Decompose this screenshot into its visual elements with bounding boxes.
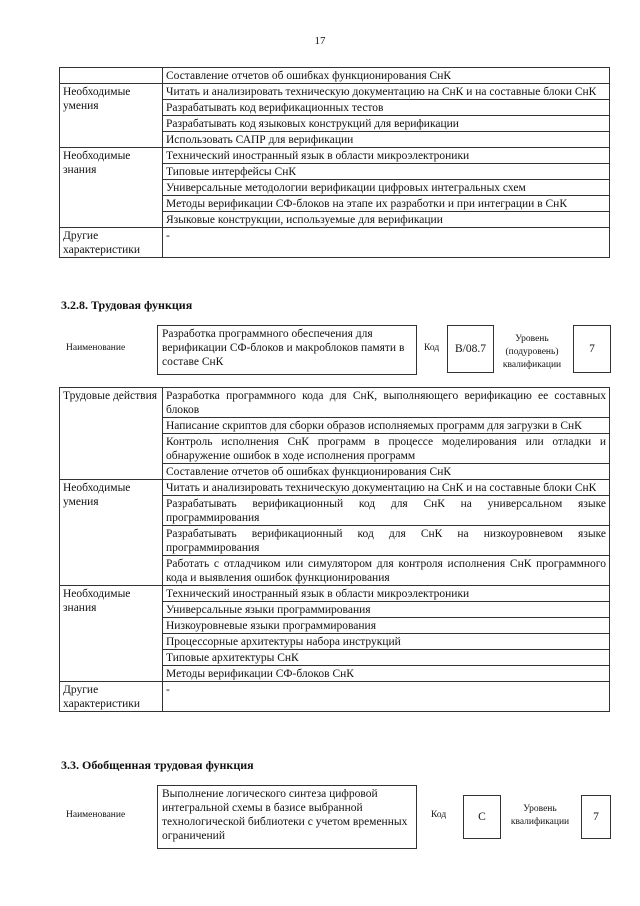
category-cell: Необходимые знания	[60, 586, 163, 682]
table-row	[60, 480, 610, 496]
item-cell: Работать с отладчиком или симулятором для контроля исполнения СнК программного кода и выявления ошибок функционирования	[163, 556, 610, 586]
level-box: 7	[581, 795, 611, 839]
item-cell: Разрабатывать код языковых конструкций для верификации	[163, 116, 610, 132]
competency-table-1	[59, 67, 610, 258]
table-row	[60, 682, 610, 712]
table-row	[60, 148, 610, 164]
function-name-box: Разработка программного обеспечения для верификации СФ-блоков и макроблоков памяти в составе СнК	[157, 325, 417, 375]
table-row	[60, 388, 610, 418]
level-box: 7	[573, 325, 611, 373]
competency-table-2	[59, 387, 610, 712]
category-cell: Другие характеристики	[60, 682, 163, 712]
category-cell: Необходимые умения	[60, 480, 163, 586]
item-cell: -	[163, 228, 610, 258]
code-box: C	[463, 795, 501, 839]
item-cell: Использовать САПР для верификации	[163, 132, 610, 148]
category-cell: Трудовые действия	[60, 388, 163, 480]
category-cell: Другие характеристики	[60, 228, 163, 258]
name-label: Наименование	[66, 810, 126, 820]
section-heading-3-3: 3.3. Обобщенная трудовая функция	[61, 758, 254, 772]
function-name-box: Выполнение логического синтеза цифровой интегральной схемы в базисе выбранной технологической библиотеки с учетом временных ограничений	[157, 785, 417, 849]
item-cell: Разработка программного кода для СнК, выполняющего верификацию ее составных блоков	[163, 388, 610, 418]
level-label: Уровень квалификации	[510, 804, 570, 827]
category-cell: Необходимые знания	[60, 148, 163, 228]
category-cell: Необходимые умения	[60, 84, 163, 148]
item-cell: Разрабатывать верификационный код для СнК на универсальном языке программирования	[163, 496, 610, 526]
code-label: Код	[424, 343, 440, 353]
item-cell: Типовые архитектуры СнК	[163, 650, 610, 666]
table-row	[60, 228, 610, 258]
item-cell: Читать и анализировать техническую документацию на СнК и на составные блоки СнК	[163, 84, 610, 100]
table-row	[60, 68, 610, 84]
item-cell: Методы верификации СФ-блоков на этапе их разработки и при интеграции в СнК	[163, 196, 610, 212]
item-cell: Методы верификации СФ-блоков СнК	[163, 666, 610, 682]
table-row	[60, 586, 610, 602]
item-cell: Читать и анализировать техническую документацию на СнК и на составные блоки СнК	[163, 480, 610, 496]
table-row	[60, 84, 610, 100]
item-cell: -	[163, 682, 610, 712]
level-label: Уровень (подуровень) квалификации	[502, 334, 562, 370]
code-label: Код	[431, 810, 447, 820]
item-cell: Написание скриптов для сборки образов исполняемых программ для загрузки в СнК	[163, 418, 610, 434]
section-heading-3-2-8: 3.2.8. Трудовая функция	[61, 298, 193, 312]
item-cell: Универсальные методологии верификации цифровых интегральных схем	[163, 180, 610, 196]
category-cell	[60, 68, 163, 84]
item-cell: Контроль исполнения СнК программ в процессе моделирования или отладки и обнаружение ошибок в ходе исполнения программ	[163, 434, 610, 464]
page-number: 17	[314, 35, 326, 47]
item-cell: Языковые конструкции, используемые для верификации	[163, 212, 610, 228]
item-cell: Типовые интерфейсы СнК	[163, 164, 610, 180]
item-cell: Разрабатывать верификационный код для СнК на низкоуровневом языке программирования	[163, 526, 610, 556]
name-label: Наименование	[66, 343, 126, 353]
code-box: B/08.7	[447, 325, 494, 373]
item-cell: Технический иностранный язык в области микроэлектроники	[163, 586, 610, 602]
item-cell: Составление отчетов об ошибках функционирования СнК	[163, 68, 610, 84]
item-cell: Разрабатывать код верификационных тестов	[163, 100, 610, 116]
item-cell: Универсальные языки программирования	[163, 602, 610, 618]
item-cell: Низкоуровневые языки программирования	[163, 618, 610, 634]
item-cell: Составление отчетов об ошибках функционирования СнК	[163, 464, 610, 480]
item-cell: Технический иностранный язык в области микроэлектроники	[163, 148, 610, 164]
item-cell: Процессорные архитектуры набора инструкций	[163, 634, 610, 650]
